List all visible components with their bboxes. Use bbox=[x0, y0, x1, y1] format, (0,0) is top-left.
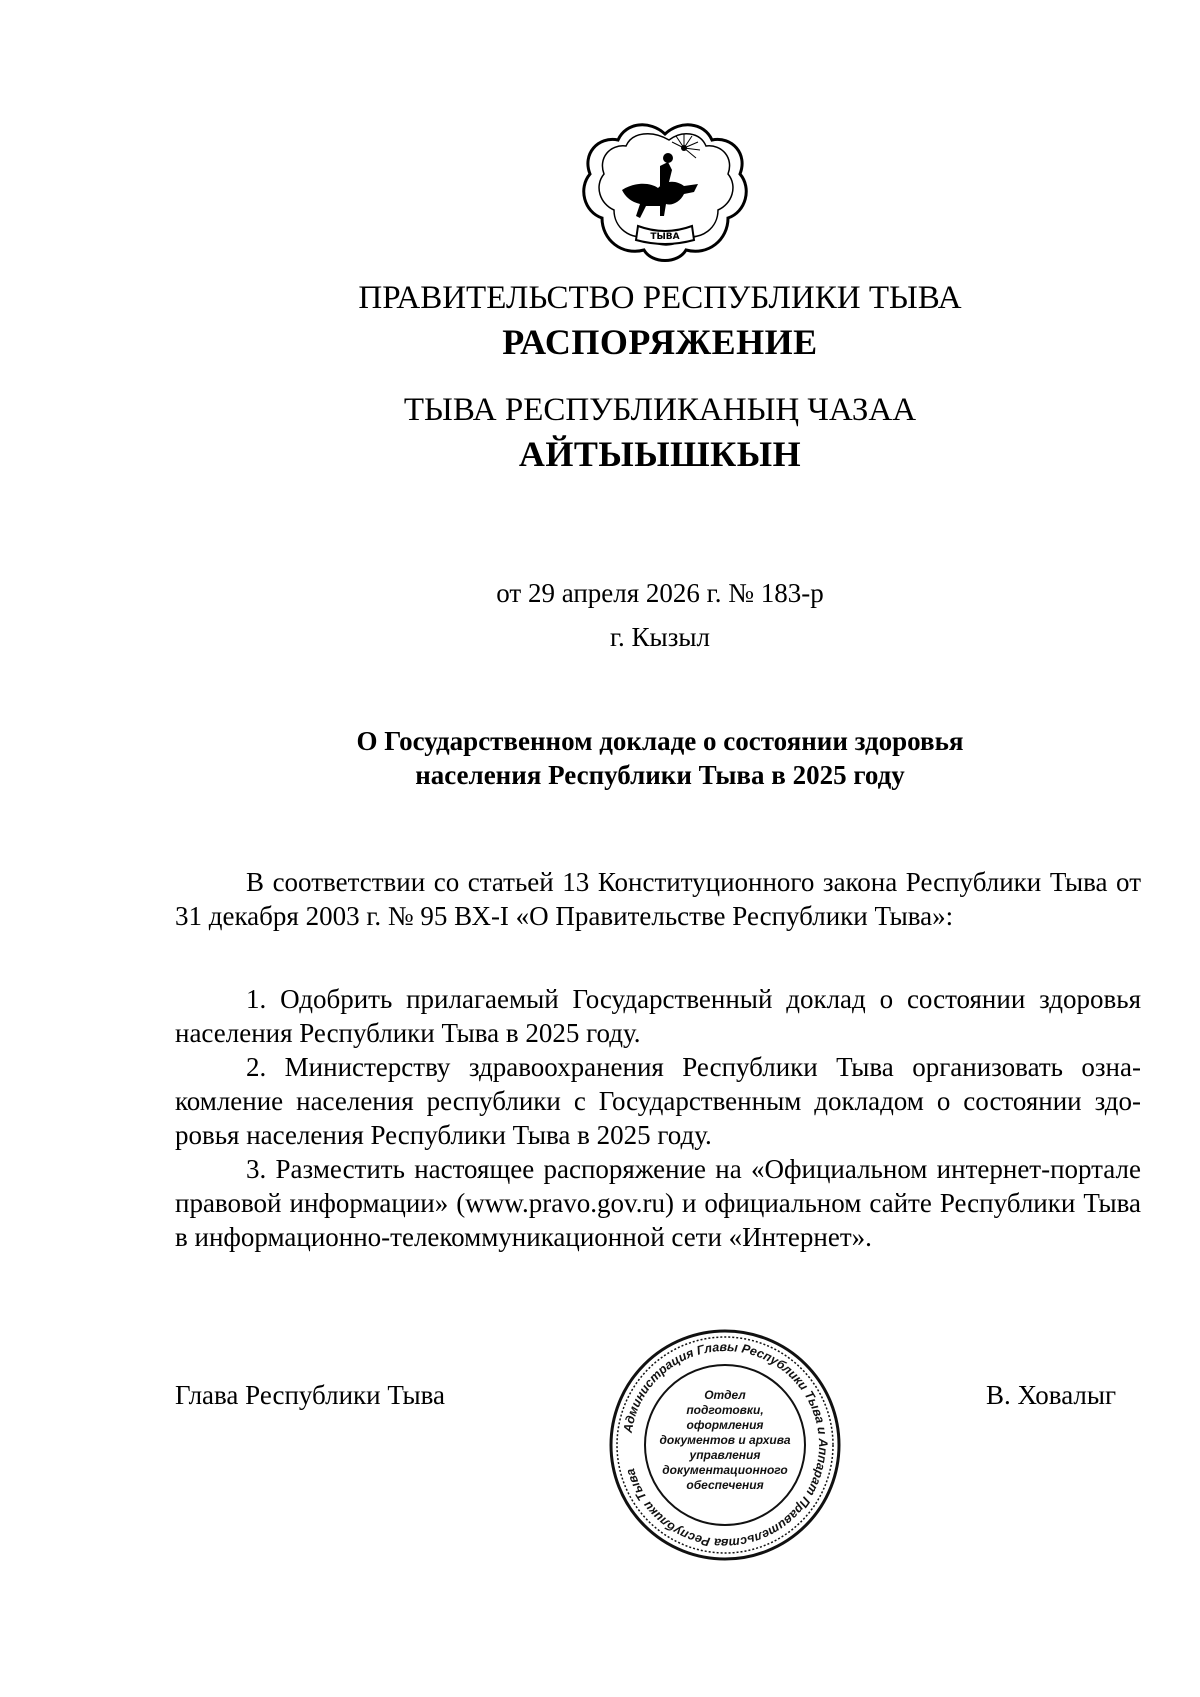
document-date-number: от 29 апреля 2026 г. № 183-р bbox=[496, 578, 824, 608]
seal-line: Отдел bbox=[704, 1388, 746, 1402]
seal-line: подготовки, bbox=[686, 1403, 764, 1417]
document-type-tyv: АЙТЫЫШКЫН bbox=[518, 434, 802, 474]
seal-line: оформления bbox=[686, 1418, 764, 1432]
order-item-1: 1. Одобрить прилагаемый Государственный доклад о состоянии здоровья населения Республики Тыва в 2025 году. bbox=[175, 984, 1141, 1048]
document-title bbox=[0, 724, 1200, 792]
seal-line: управления bbox=[689, 1448, 761, 1462]
tuva-emblem-icon bbox=[580, 118, 750, 266]
title-line-1: О Государственном докладе о состоянии здоровья bbox=[356, 726, 964, 756]
document-city: г. Кызыл bbox=[610, 622, 710, 652]
seal-line: документов и архива bbox=[659, 1433, 791, 1447]
order-item-2: 2. Министерству здравоохранения Республики Тыва организовать ознакомление населения республики с Государственным докладом о состоянии здоровья населения Республики Тыва в 2025 году. bbox=[175, 1052, 1141, 1150]
signatory-position: Глава Республики Тыва bbox=[175, 1380, 446, 1410]
preamble bbox=[175, 865, 1141, 933]
seal-center-text bbox=[648, 1388, 802, 1493]
seal-ring-text: Администрация Главы Республики Тыва и Аппарат Правительства Республики Тыва bbox=[620, 1339, 831, 1551]
preamble-text: В соответствии со статьей 13 Конституционного закона Республики Тыва от 31 декабря 2003 г. № 95 ВХ-I «О Правительстве Республики Тыва»: bbox=[175, 867, 1141, 931]
government-name-ru: ПРАВИТЕЛЬСТВО РЕСПУБЛИКИ ТЫВА bbox=[358, 280, 962, 316]
government-name-tyv: ТЫВА РЕСПУБЛИКАНЫҢ ЧАЗАА bbox=[403, 392, 917, 428]
order-item-3: 3. Разместить настоящее распоряжение на «Официальном интернет-портале правовой информации» (www.pravo.gov.ru) и официальном сайте Республики Тыва в информационно-телекоммуникационной сети «Интернет». bbox=[175, 1154, 1141, 1252]
order-items bbox=[175, 982, 1141, 1254]
title-line-2: населения Республики Тыва в 2025 году bbox=[415, 760, 905, 790]
document-type-ru: РАСПОРЯЖЕНИЕ bbox=[502, 322, 818, 362]
seal-line: обеспечения bbox=[686, 1478, 764, 1492]
emblem-text: ТЫВА bbox=[650, 232, 680, 242]
signatory-name: В. Ховалыг bbox=[986, 1380, 1117, 1410]
seal-line: документационного bbox=[662, 1463, 788, 1477]
